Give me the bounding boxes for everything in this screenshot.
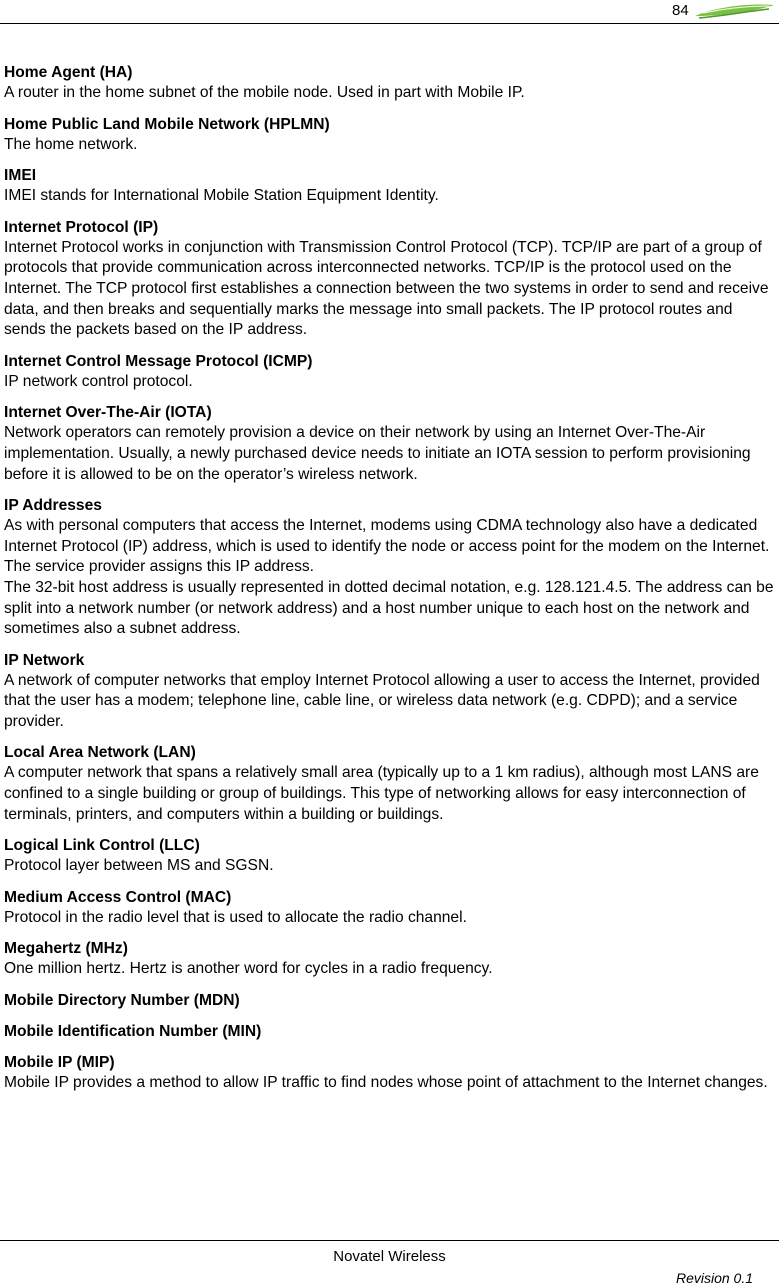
- glossary-definition: [4, 186, 774, 207]
- glossary-entry: [4, 651, 774, 733]
- glossary-entry: [4, 939, 774, 980]
- definition-paragraph: Mobile IP provides a method to allow IP traffic to find nodes whose point of attachment to the Internet changes.: [4, 1074, 768, 1092]
- glossary-term: Mobile Identification Number (MIN): [4, 1023, 262, 1041]
- header-divider: [0, 23, 779, 24]
- glossary-term: Logical Link Control (LLC): [4, 837, 200, 855]
- page-number: 84: [672, 2, 689, 19]
- glossary-term: Local Area Network (LAN): [4, 744, 196, 762]
- glossary-entry: [4, 63, 774, 104]
- definition-paragraph: Protocol in the radio level that is used to allocate the radio channel.: [4, 908, 467, 926]
- glossary-entry: [4, 991, 774, 1011]
- definition-paragraph: IP network control protocol.: [4, 372, 193, 390]
- definition-paragraph: IMEI stands for International Mobile Station Equipment Identity.: [4, 187, 439, 205]
- glossary-definition: [4, 1073, 774, 1094]
- glossary-entry: [4, 1053, 774, 1094]
- glossary-definition: [4, 423, 774, 485]
- definition-paragraph: The home network.: [4, 135, 138, 153]
- definition-paragraph: Network operators can remotely provision a device on their network by using an Internet Over-The-Air implementation. Usually, a newly purchased device needs to initiate an IOTA session to perform provisioning before it is allowed to be on the operator’s wireless network.: [4, 424, 751, 483]
- glossary-definition: [4, 856, 774, 877]
- glossary-definition: [4, 516, 774, 640]
- footer-divider: [0, 1240, 779, 1241]
- glossary-term: Mobile IP (MIP): [4, 1054, 115, 1072]
- glossary-entry: [4, 743, 774, 825]
- glossary-term: Medium Access Control (MAC): [4, 888, 232, 906]
- glossary-entry: [4, 352, 774, 393]
- glossary-definition: [4, 238, 774, 341]
- glossary-term: Home Agent (HA): [4, 64, 133, 81]
- glossary-term: Internet Over-The-Air (IOTA): [4, 404, 212, 422]
- glossary-definition: [4, 671, 774, 733]
- glossary-definition: [4, 908, 774, 929]
- glossary-entry: [4, 836, 774, 877]
- definition-paragraph: A network of computer networks that employ Internet Protocol allowing a user to access the Internet, provided that the user has a modem; telephone line, cable line, or wireless data network (e.g. CDPD); and a service provider.: [4, 671, 760, 730]
- definition-paragraph: Internet Protocol works in conjunction with Transmission Control Protocol (TCP). TCP/IP are part of a group of protocols that provide communication across interconnected networks. TCP/IP is the protocol used on the Internet. The TCP protocol first establishes a connection between the two systems in order to send and receive data, and then breaks and sequentially marks the message into small packets. The IP protocol routes and sends the packets based on the IP address.: [4, 238, 769, 339]
- glossary-term: Megahertz (MHz): [4, 940, 128, 958]
- glossary-term: Home Public Land Mobile Network (HPLMN): [4, 115, 330, 133]
- glossary-definition: [4, 372, 774, 393]
- definition-paragraph: Protocol layer between MS and SGSN.: [4, 857, 274, 875]
- glossary-entry: [4, 115, 774, 156]
- glossary-term: IMEI: [4, 167, 37, 185]
- glossary-definition: [4, 959, 774, 980]
- definition-paragraph: As with personal computers that access the Internet, modems using CDMA technology also have a dedicated Internet Protocol (IP) address, which is used to identify the node or access point for the modem on the Internet. The service provider assigns this IP address.: [4, 517, 770, 576]
- glossary-entry: [4, 496, 774, 640]
- glossary-definition: [4, 135, 774, 156]
- definition-paragraph: The 32-bit host address is usually represented in dotted decimal notation, e.g. 128.121.4.5. The address can be split into a network number (or network address) and a host number unique to each host on the network and sometimes also a subnet address.: [4, 578, 774, 638]
- footer-revision: Revision 0.1: [675, 1270, 753, 1286]
- glossary-term: IP Addresses: [4, 497, 102, 515]
- glossary-entry: [4, 218, 774, 341]
- glossary-entry: [4, 888, 774, 929]
- glossary-entry: [4, 1022, 774, 1042]
- definition-paragraph: One million hertz. Hertz is another word for cycles in a radio frequency.: [4, 960, 493, 978]
- glossary-definition: [4, 763, 774, 825]
- glossary-definition: [4, 83, 774, 104]
- glossary-list: [4, 63, 774, 1105]
- definition-paragraph: A computer network that spans a relatively small area (typically up to a 1 km radius), although most LANS are confined to a single building or group of buildings. This type of networking allows for easy interconnection of terminals, printers, and computers within a building or buildings.: [4, 764, 759, 823]
- footer-company: Novatel Wireless: [333, 1248, 446, 1265]
- glossary-term: Mobile Directory Number (MDN): [4, 992, 240, 1010]
- glossary-term: IP Network: [4, 651, 85, 669]
- swoosh-logo-icon: [693, 1, 775, 23]
- glossary-term: Internet Control Message Protocol (ICMP): [4, 352, 313, 370]
- glossary-entry: [4, 166, 774, 207]
- glossary-term: Internet Protocol (IP): [4, 218, 159, 236]
- glossary-entry: [4, 403, 774, 485]
- definition-paragraph: A router in the home subnet of the mobile node. Used in part with Mobile IP.: [4, 84, 525, 101]
